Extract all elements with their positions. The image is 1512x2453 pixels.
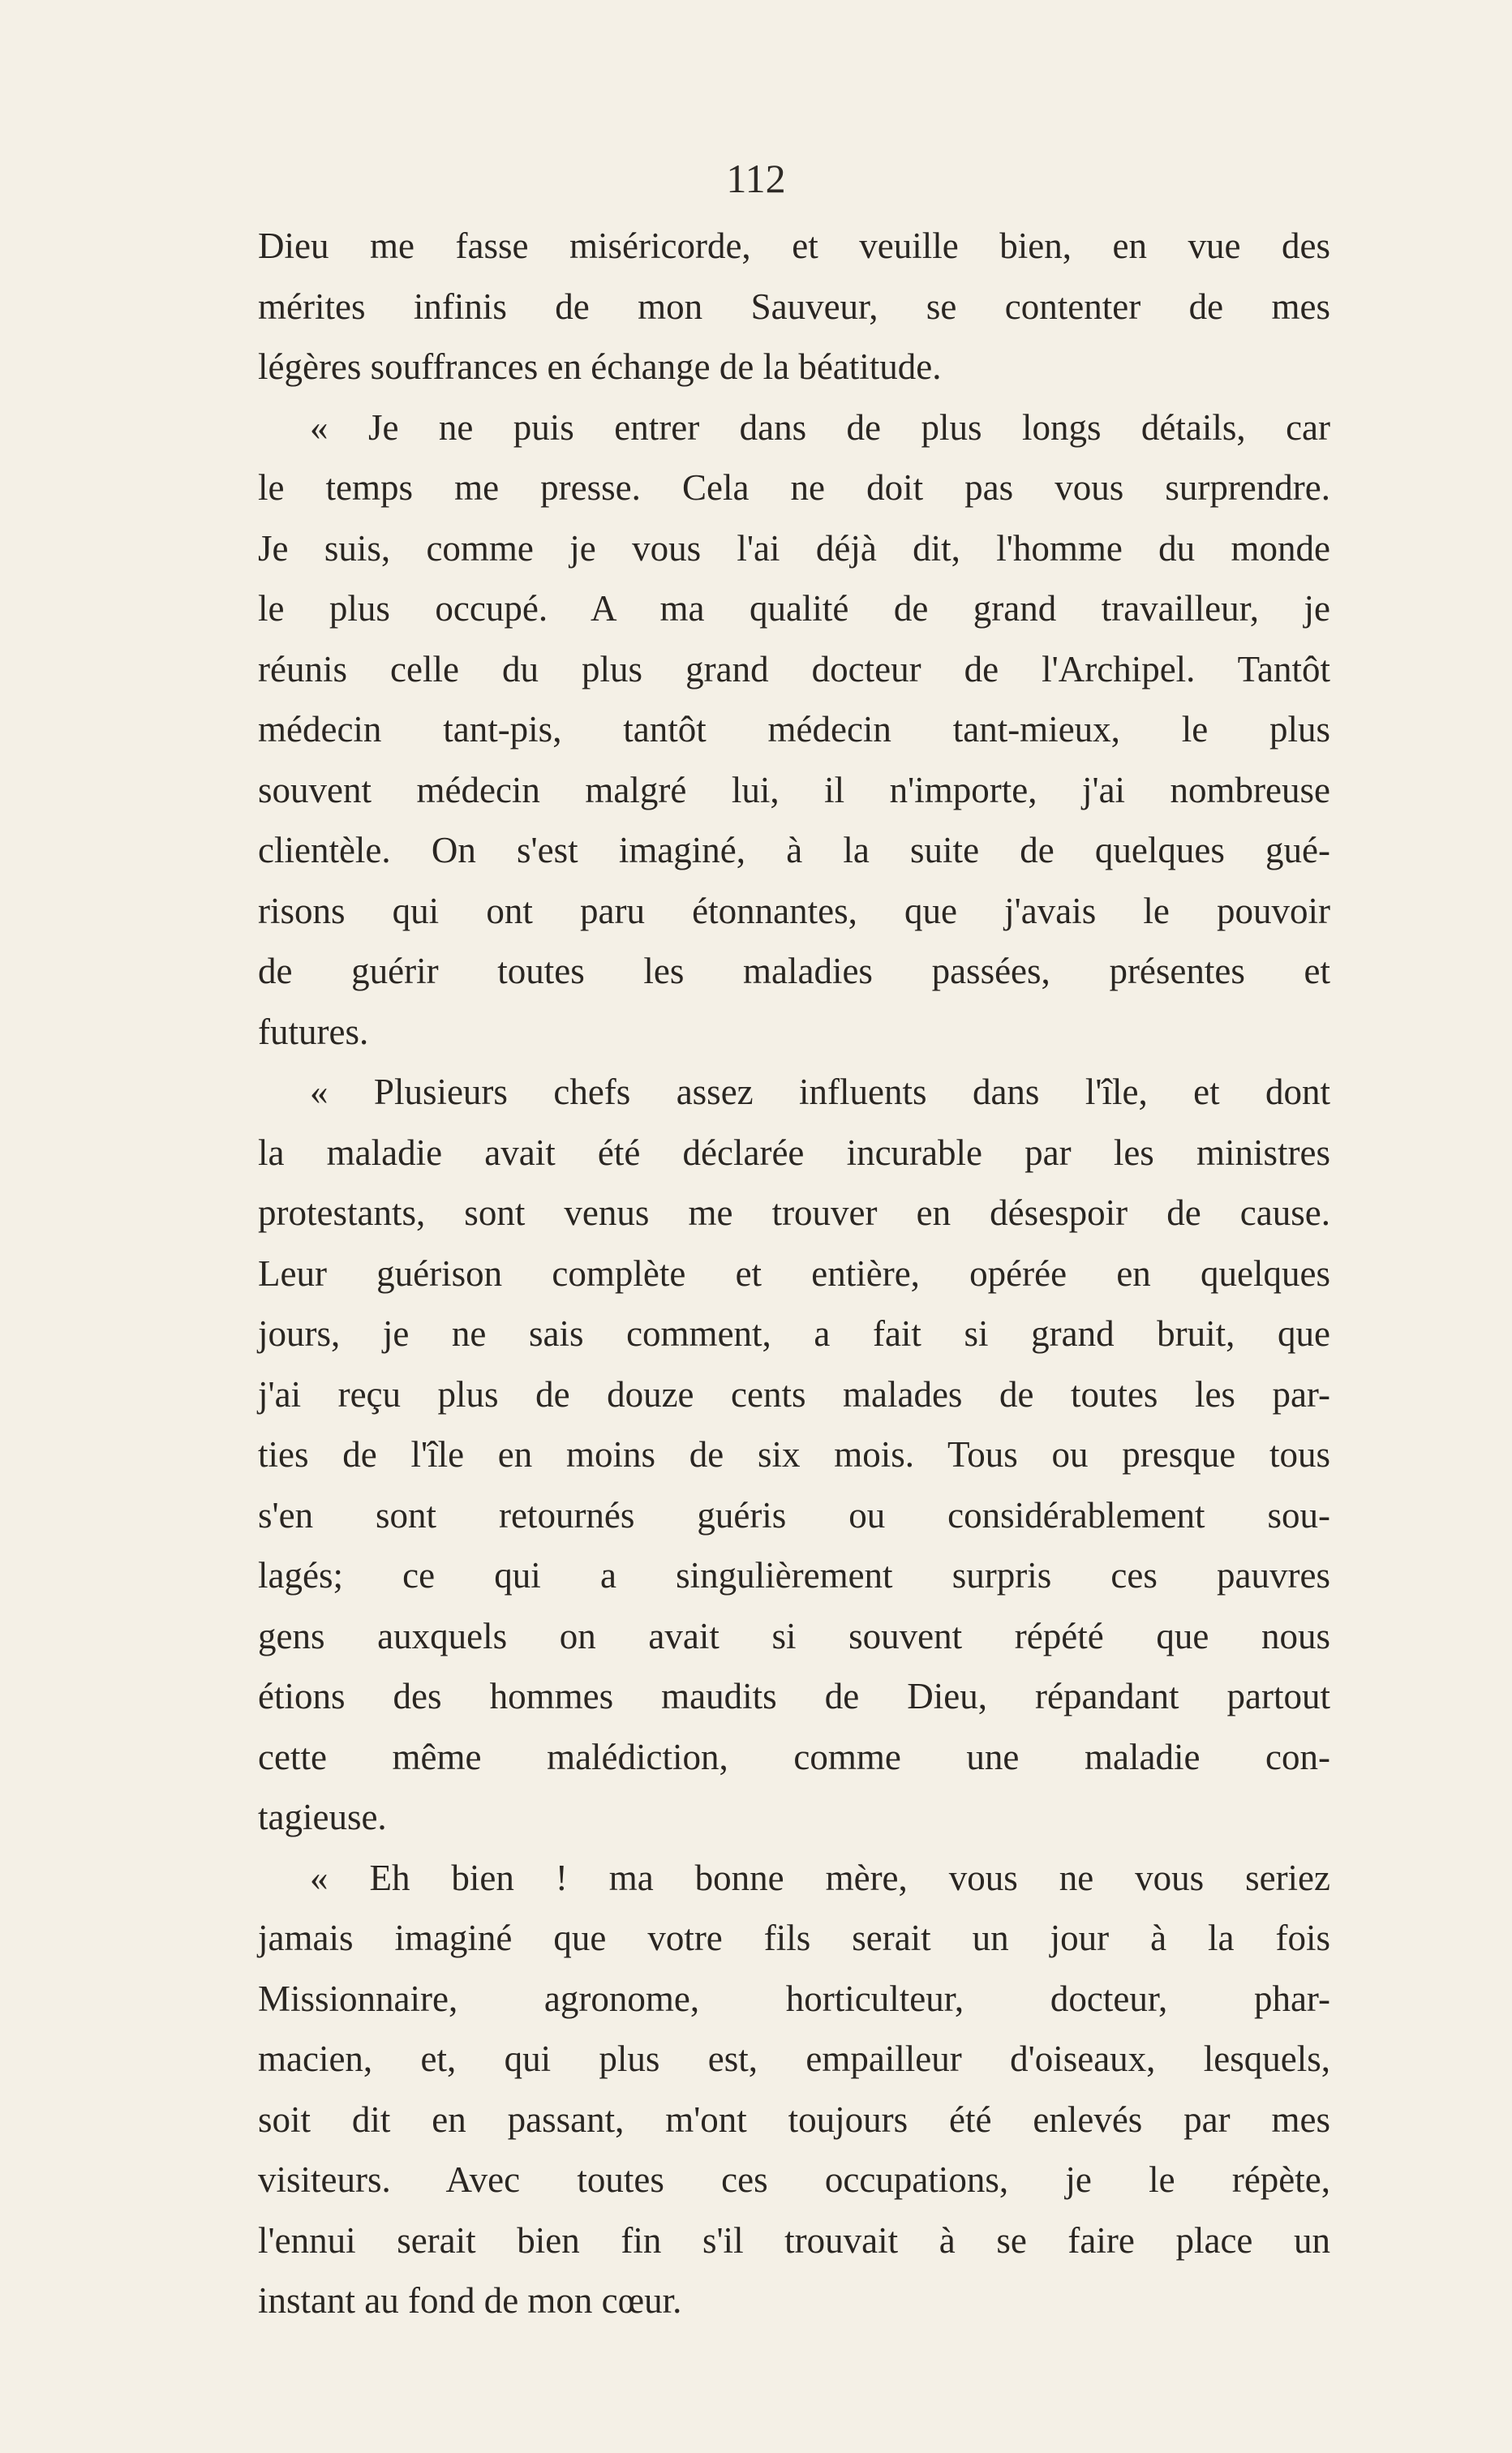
text-line: clientèle. On s'est imaginé, à la suite de quelques gué- <box>258 830 1330 870</box>
text-line: « Plusieurs chefs assez influents dans l'île, et dont <box>310 1072 1330 1112</box>
text-line: soit dit en passant, m'ont toujours été enlevés par mes <box>258 2099 1330 2140</box>
text-line: visiteurs. Avec toutes ces occupations, je le répète, <box>258 2159 1330 2200</box>
body-text <box>258 216 1330 2331</box>
text-line: réunis celle du plus grand docteur de l'Archipel. Tantôt <box>258 648 1330 690</box>
text-line: gens auxquels on avait si souvent répété que nous <box>258 1615 1330 1656</box>
text-line: étions des hommes maudits de Dieu, répandant partout <box>258 1676 1330 1716</box>
text-line: cette même malédiction, comme une maladie con- <box>258 1736 1330 1777</box>
text-line: risons qui ont paru étonnantes, que j'avais le pouvoir <box>258 890 1330 931</box>
text-line: souvent médecin malgré lui, il n'importe, j'ai nombreuse <box>258 769 1330 810</box>
text-line: s'en sont retournés guéris ou considérablement sou- <box>258 1494 1330 1536</box>
text-line: Missionnaire, agronome, horticulteur, docteur, phar- <box>258 1978 1330 2019</box>
text-line: « Je ne puis entrer dans de plus longs détails, car <box>310 406 1330 448</box>
text-line: l'ennui serait bien fin s'il trouvait à se faire place un <box>258 2219 1330 2261</box>
text-line: le temps me presse. Cela ne doit pas vous surprendre. <box>258 467 1330 508</box>
text-line: mérites infinis de mon Sauveur, se contenter de mes <box>258 286 1330 327</box>
text-line: Dieu me fasse miséricorde, et veuille bien, en vue des <box>258 226 1330 266</box>
text-line: légères souffrances en échange de la béatitude. <box>258 346 942 387</box>
text-line: « Eh bien ! ma bonne mère, vous ne vous seriez <box>310 1857 1330 1898</box>
text-line: médecin tant-pis, tantôt médecin tant-mieux, le plus <box>258 709 1330 750</box>
text-line: le plus occupé. A ma qualité de grand travailleur, je <box>258 588 1330 629</box>
text-line: macien, et, qui plus est, empailleur d'oiseaux, lesquels, <box>258 2038 1330 2079</box>
text-line: futures. <box>258 1011 369 1052</box>
text-line: de guérir toutes les maladies passées, présentes et <box>258 951 1330 991</box>
text-line: lagés; ce qui a singulièrement surpris ces pauvres <box>258 1555 1330 1596</box>
text-line: j'ai reçu plus de douze cents malades de toutes les par- <box>258 1373 1330 1415</box>
text-line: jours, je ne sais comment, a fait si grand bruit, que <box>258 1313 1330 1354</box>
text-line: Je suis, comme je vous l'ai déjà dit, l'homme du monde <box>258 527 1330 569</box>
text-line: instant au fond de mon cœur. <box>258 2280 682 2321</box>
text-line: Leur guérison complète et entière, opérée en quelques <box>258 1252 1330 1294</box>
text-line: jamais imaginé que votre fils serait un jour à la fois <box>258 1918 1330 1958</box>
text-line: ties de l'île en moins de six mois. Tous ou presque tous <box>258 1434 1330 1475</box>
text-line: la maladie avait été déclarée incurable par les ministres <box>258 1132 1330 1173</box>
page-number: 112 <box>726 156 786 201</box>
text-line: tagieuse. <box>258 1797 387 1837</box>
text-line: protestants, sont venus me trouver en désespoir de cause. <box>258 1192 1330 1233</box>
